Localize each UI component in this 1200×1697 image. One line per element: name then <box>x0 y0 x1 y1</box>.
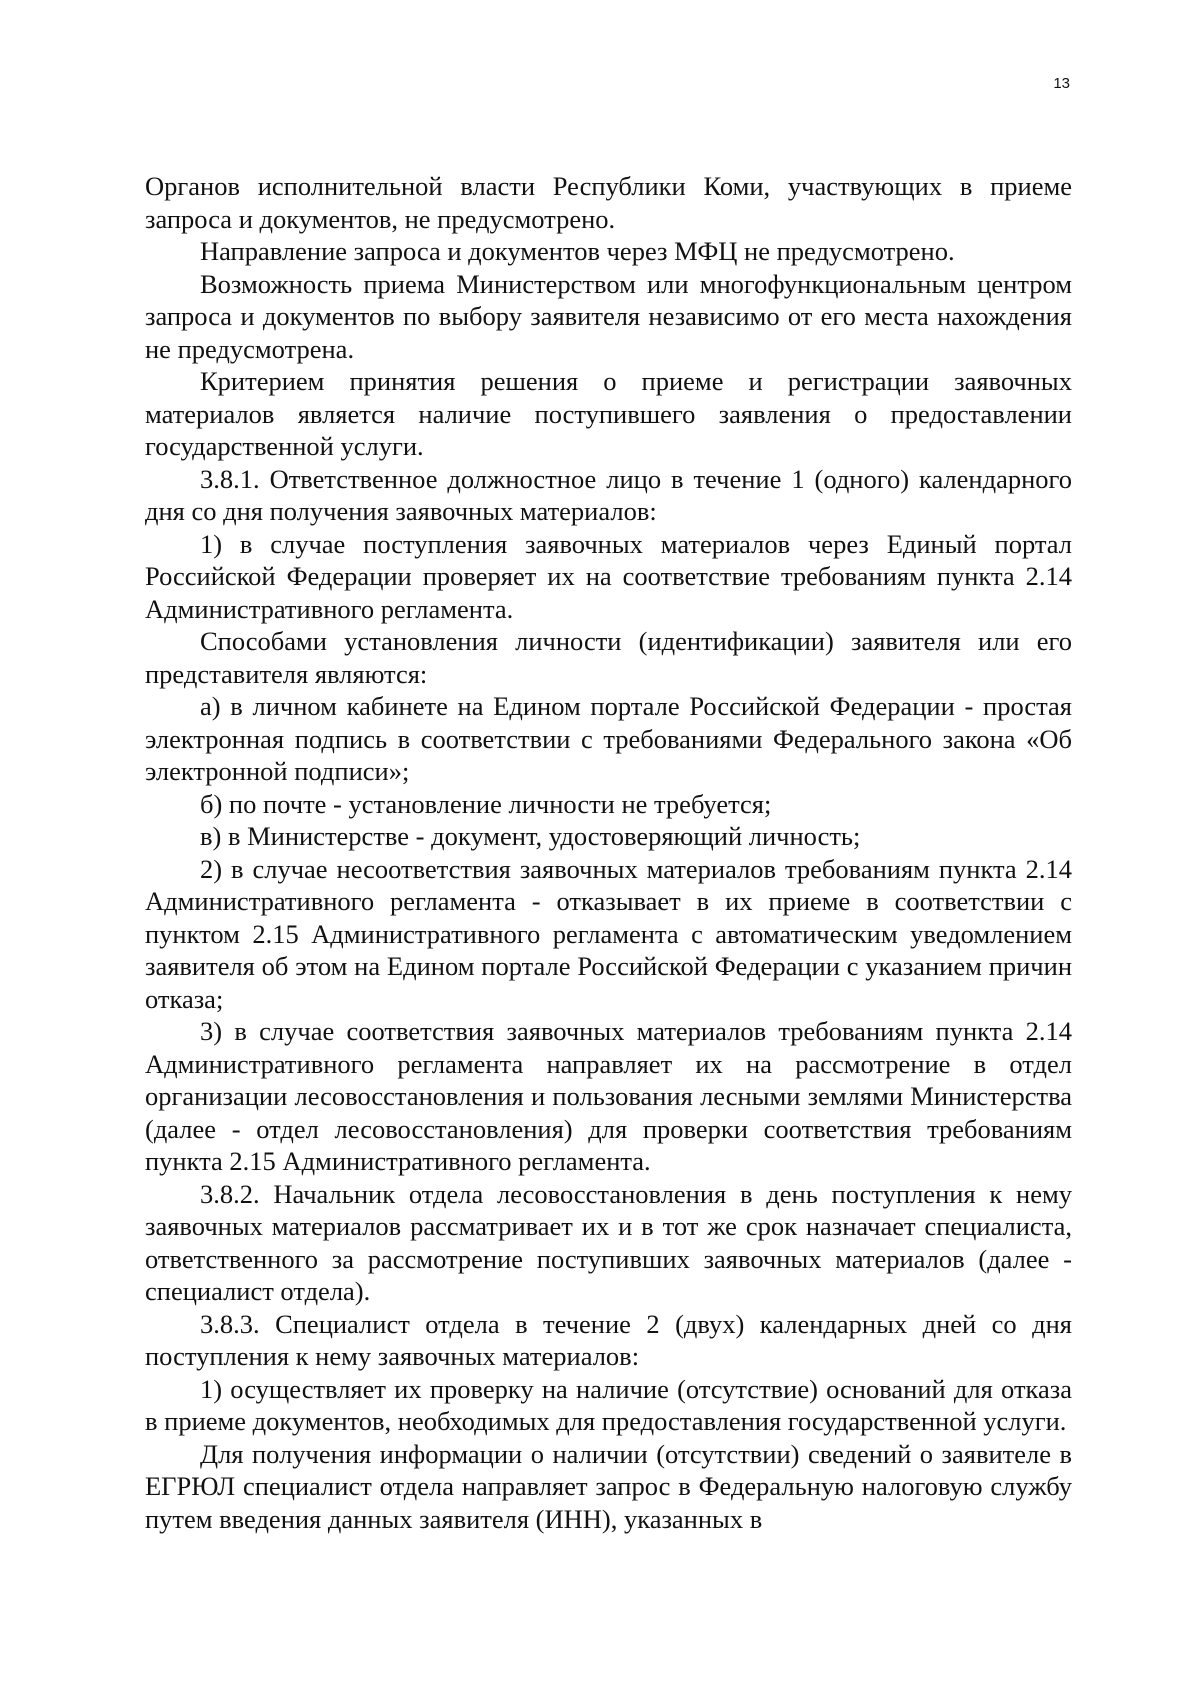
paragraph: Для получения информации о наличии (отсутствии) сведений о заявителе в ЕГРЮЛ специалист отдела направляет запрос в Федеральную налоговую службу путем введения данных заявителя (ИНН), указанных в <box>145 1438 1072 1534</box>
paragraph: 1) в случае поступления заявочных материалов через Единый портал Российской Федерации проверяет их на соответствие требованиям пункта 2.14 Административного регламента. <box>145 528 1072 624</box>
paragraph: в) в Министерстве - документ, удостоверяющий личность; <box>200 821 861 851</box>
paragraph: б) по почте - установление личности не требуется; <box>200 788 772 819</box>
paragraph: Возможность приема Министерством или многофункциональным центром запроса и документов по выбору заявителя независимо от его места нахождения не предусмотрена. <box>145 268 1072 364</box>
paragraph: 3.8.2. Начальник отдела лесовосстановления в день поступления к нему заявочных материалов рассматривает их и в тот же срок назначает специалиста, ответственного за рассмотрение поступивших заявочных материалов (далее - специалист отдела). <box>145 1178 1072 1306</box>
paragraph: а) в личном кабинете на Едином портале Российской Федерации - простая электронная подпись в соответствии с требованиями Федерального закона «Об электронной подписи»; <box>145 691 1072 786</box>
paragraph: 3.8.3. Специалист отдела в течение 2 (двух) календарных дней со дня поступления к нему заявочных материалов: <box>145 1308 1072 1371</box>
document-body <box>145 170 1072 1535</box>
paragraph: Способами установления личности (идентификации) заявителя или его представителя являются: <box>145 626 1072 689</box>
paragraph: 3.8.1. Ответственное должностное лицо в течение 1 (одного) календарного дня со дня получения заявочных материалов: <box>145 463 1072 526</box>
paragraph: Органов исполнительной власти Республики Коми, участвующих в приеме запроса и документов, не предусмотрено. <box>145 171 1072 234</box>
paragraph: 2) в случае несоответствия заявочных материалов требованиям пункта 2.14 Административного регламента - отказывает в их приеме в соответствии с пунктом 2.15 Административного регламента с автоматическим уведомлением заявителя об этом на Едином портале Российской Федерации с указанием причин отказа; <box>145 853 1072 1014</box>
paragraph: 3) в случае соответствия заявочных материалов требованиям пункта 2.14 Административного регламента направляет их на рассмотрение в отдел организации лесовосстановления и пользования лесными землями Министерства (далее - отдел лесовосстановления) для проверки соответствия требованиям пункта 2.15 Административного регламента. <box>145 1016 1072 1176</box>
paragraph: Критерием принятия решения о приеме и регистрации заявочных материалов является наличие поступившего заявления о предоставлении государственной услуги. <box>145 366 1072 461</box>
page-number: 13 <box>1053 75 1070 92</box>
paragraph: Направление запроса и документов через МФЦ не предусмотрено. <box>200 236 955 266</box>
paragraph: 1) осуществляет их проверку на наличие (отсутствие) оснований для отказа в приеме документов, необходимых для предоставления государственной услуги. <box>145 1373 1072 1436</box>
